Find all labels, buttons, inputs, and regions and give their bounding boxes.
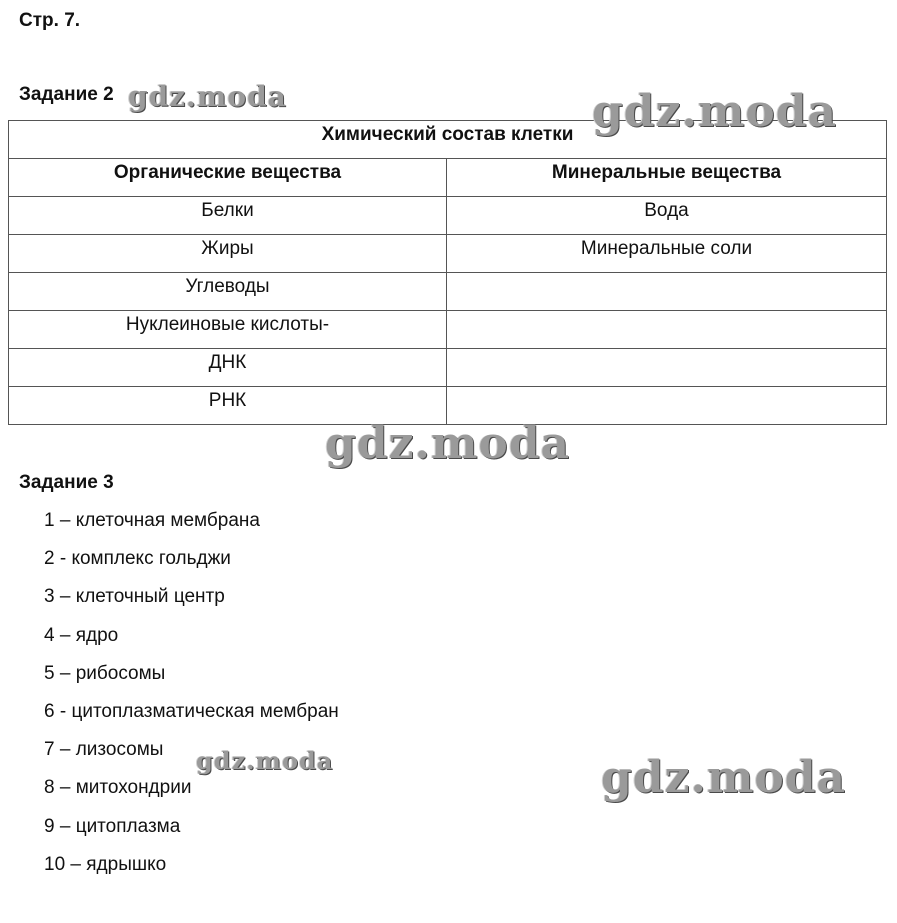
list-item: 2 - комплекс гольджи bbox=[44, 548, 231, 570]
list-item: 4 – ядро bbox=[44, 624, 119, 646]
organic-cell: Жиры bbox=[9, 235, 447, 273]
list-item: 8 – митохондрии bbox=[44, 777, 192, 799]
list-item: 10 – ядрышко bbox=[44, 853, 167, 875]
list-item: 6 - цитоплазматическая мембран bbox=[44, 700, 339, 722]
table-row bbox=[9, 197, 887, 235]
watermark: gdz.moda bbox=[601, 752, 847, 803]
watermark: gdz.moda bbox=[196, 746, 334, 775]
list-item: 7 – лизосомы bbox=[44, 739, 164, 761]
list-item: 3 – клеточный центр bbox=[44, 586, 225, 608]
table-row bbox=[9, 349, 887, 387]
cell-parts-list bbox=[44, 508, 339, 890]
mineral-cell bbox=[447, 311, 887, 349]
task-3-heading: Задание 3 bbox=[19, 472, 114, 493]
watermark: gdz.moda bbox=[128, 80, 287, 113]
list-item: 5 – рибосомы bbox=[44, 662, 166, 684]
organic-cell: РНК bbox=[9, 387, 447, 425]
table-row bbox=[9, 273, 887, 311]
table-row bbox=[9, 311, 887, 349]
organic-cell: Белки bbox=[9, 197, 447, 235]
mineral-cell: Вода bbox=[447, 197, 887, 235]
chemical-composition-table bbox=[8, 120, 887, 425]
watermark: gdz.moda bbox=[592, 86, 838, 137]
header-mineral: Минеральные вещества bbox=[447, 159, 887, 197]
organic-cell: Углеводы bbox=[9, 273, 447, 311]
organic-cell: ДНК bbox=[9, 349, 447, 387]
mineral-cell bbox=[447, 273, 887, 311]
mineral-cell bbox=[447, 349, 887, 387]
task-2-heading: Задание 2 bbox=[19, 84, 114, 105]
watermark: gdz.moda bbox=[325, 418, 571, 469]
organic-cell: Нуклеиновые кислоты- bbox=[9, 311, 447, 349]
page-label: Стр. 7. bbox=[19, 10, 81, 31]
table-row bbox=[9, 235, 887, 273]
table-title: Химический состав клетки bbox=[9, 121, 887, 159]
mineral-cell: Минеральные соли bbox=[447, 235, 887, 273]
header-organic: Органические вещества bbox=[9, 159, 447, 197]
list-item: 1 – клеточная мембрана bbox=[44, 510, 260, 531]
list-item: 9 – цитоплазма bbox=[44, 815, 181, 837]
